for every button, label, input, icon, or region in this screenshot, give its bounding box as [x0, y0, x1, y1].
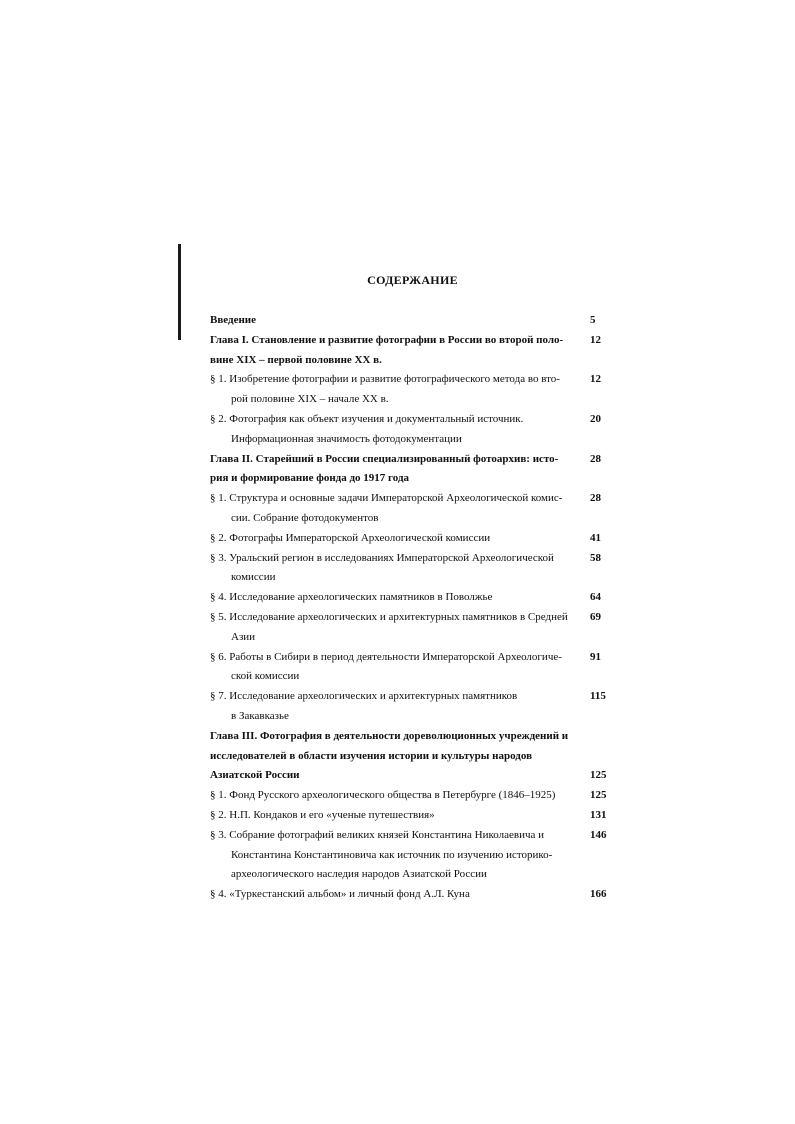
- toc-entry-chapter-1: [210, 331, 620, 371]
- toc-entry-line: § 2. Фотография как объект изучения и документальный источник.: [210, 412, 524, 425]
- toc-entry-line: в Закавказье: [231, 709, 289, 722]
- toc-entry-line: Глава III. Фотография в деятельности дореволюционных учреждений и: [210, 729, 569, 742]
- toc-entry-line: § 3. Уральский регион в исследованиях Императорской Археологической: [210, 551, 554, 564]
- toc-entry-line: ской комиссии: [231, 670, 300, 683]
- toc-entry-line: Константина Константиновича как источник по изучению историко-: [231, 848, 553, 861]
- toc-page-number: 131: [590, 808, 607, 821]
- page-title: СОДЕРЖАНИЕ: [367, 273, 458, 287]
- toc-entry-line: § 4. «Туркестанский альбом» и личный фонд А.Л. Куна: [210, 888, 470, 901]
- toc-entry-introduction: [210, 311, 620, 331]
- toc-entry-line: § 1. Фонд Русского археологического общества в Петербурге (1846–1925): [210, 789, 556, 802]
- toc-entry-line: сии. Собрание фотодокументов: [231, 511, 379, 524]
- toc-entry-line: рия и формирование фонда до 1917 года: [210, 472, 410, 485]
- toc-page-number: 20: [590, 412, 601, 425]
- toc-entry-line: археологического наследия народов Азиатской России: [231, 868, 487, 881]
- toc-entry-ch2-sec1: [210, 489, 620, 529]
- toc-entry-line: § 1. Структура и основные задачи Императорской Археологической комис-: [210, 492, 563, 505]
- toc-page-number: 64: [590, 591, 601, 604]
- toc-page-number: 12: [590, 373, 601, 386]
- toc-entry-ch3-sec1: [210, 786, 620, 806]
- toc-entry-ch2-sec2: [210, 529, 620, 549]
- toc-entry-ch1-sec2: [210, 410, 620, 450]
- toc-page-number: 91: [590, 650, 601, 663]
- toc-entry-chapter-2: [210, 450, 620, 490]
- toc-entry-line: Глава II. Старейший в России специализированный фотоархив: исто-: [210, 452, 559, 465]
- toc-entry-line: комиссии: [231, 571, 276, 584]
- toc-entry-line: Азиатской России: [210, 769, 300, 782]
- toc-page-number: 58: [590, 551, 601, 564]
- toc-entry-line: § 7. Исследование археологических и архитектурных памятников: [210, 690, 518, 703]
- toc-entry-line: § 2. Фотографы Императорской Археологической комиссии: [210, 531, 491, 544]
- toc-entry-ch2-sec4: [210, 588, 620, 608]
- toc-page-number: 125: [590, 789, 607, 802]
- toc-entry-ch2-sec7: [210, 687, 620, 727]
- toc-page-number: 146: [590, 828, 607, 841]
- toc-page-number: 28: [590, 492, 601, 505]
- margin-scan-mark: [178, 244, 181, 340]
- toc-page-number: 115: [590, 690, 606, 703]
- toc-entry-ch3-sec4: [210, 885, 620, 905]
- toc-entry-ch2-sec3: [210, 549, 620, 589]
- toc-entry-line: § 1. Изобретение фотографии и развитие фотографического метода во вто-: [210, 373, 560, 386]
- toc-entry-line: рой половине XIX – начале XX в.: [231, 393, 389, 406]
- toc-page-number: 166: [590, 888, 607, 901]
- toc-page-number: 125: [590, 769, 607, 782]
- toc-entry-line: § 4. Исследование археологических памятников в Поволжье: [210, 591, 493, 604]
- toc-entry-ch1-sec1: [210, 370, 620, 410]
- toc-entry-line: § 5. Исследование археологических и архитектурных памятников в Средней: [210, 610, 568, 623]
- toc-entry-ch3-sec3: [210, 826, 620, 885]
- toc-entry-line: § 6. Работы в Сибири в период деятельности Императорской Археологиче-: [210, 650, 562, 663]
- toc-entry-ch3-sec2: [210, 806, 620, 826]
- toc-page-number: 28: [590, 452, 601, 465]
- toc-page-number: 5: [590, 314, 596, 326]
- toc-page-number: 41: [590, 531, 601, 544]
- toc-entry-line: Глава I. Становление и развитие фотографии в России во второй поло-: [210, 333, 564, 346]
- toc-page-number: 12: [590, 333, 601, 346]
- table-of-contents: [210, 311, 620, 905]
- toc-entry-ch2-sec6: [210, 648, 620, 688]
- toc-entry-line: § 2. Н.П. Кондаков и его «ученые путешествия»: [210, 808, 435, 821]
- toc-entry-line: исследователей в области изучения истории и культуры народов: [210, 749, 533, 762]
- toc-entry-ch2-sec5: [210, 608, 620, 648]
- toc-page-number: 69: [590, 610, 601, 623]
- toc-entry-line: вине XIX – первой половине XX в.: [210, 353, 382, 366]
- toc-entry-line: Азии: [231, 630, 256, 643]
- toc-entry-line: Введение: [210, 314, 257, 326]
- toc-entry-chapter-3: [210, 727, 620, 786]
- toc-entry-line: § 3. Собрание фотографий великих князей Константина Николаевича и: [210, 828, 545, 841]
- toc-entry-line: Информационная значимость фотодокументации: [231, 432, 462, 445]
